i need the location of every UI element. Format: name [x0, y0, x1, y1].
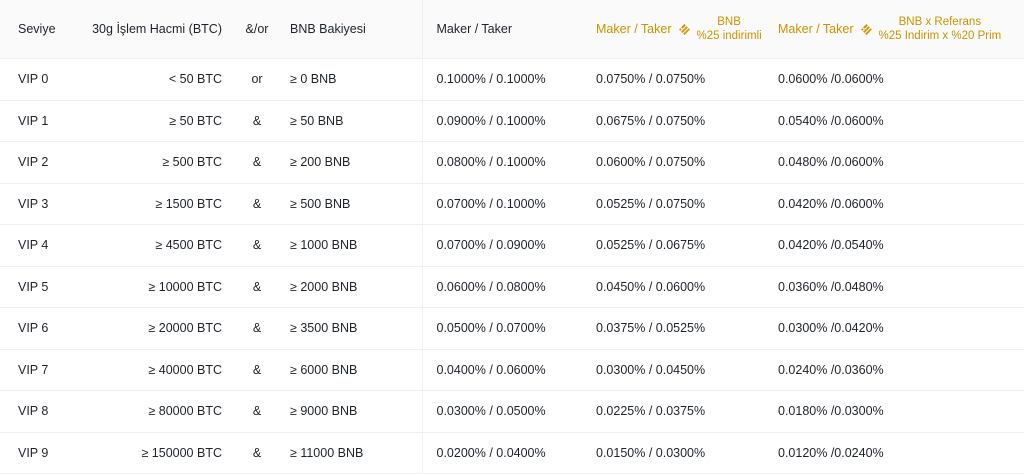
cell-level: VIP 1: [0, 100, 80, 142]
cell-volume: ≥ 10000 BTC: [80, 266, 238, 308]
cell-level: VIP 3: [0, 183, 80, 225]
table-row: [0, 59, 1024, 101]
cell-maker-taker-bnb: 0.0450% / 0.0600%: [582, 266, 764, 308]
column-header-maker-taker: Maker / Taker: [422, 0, 582, 59]
cell-maker-taker: 0.0700% / 0.0900%: [422, 225, 582, 267]
cell-volume: ≥ 80000 BTC: [80, 391, 238, 433]
table-header-row: [0, 0, 1024, 59]
cell-bnb-balance: ≥ 2000 BNB: [276, 266, 422, 308]
cell-level: VIP 8: [0, 391, 80, 433]
cell-volume: ≥ 20000 BTC: [80, 308, 238, 350]
column-header-maker-taker-referral: [764, 0, 1024, 59]
cell-bnb-balance: ≥ 3500 BNB: [276, 308, 422, 350]
cell-maker-taker-referral: 0.0480% /0.0600%: [764, 142, 1024, 184]
cell-bnb-balance: ≥ 0 BNB: [276, 59, 422, 101]
cell-level: VIP 9: [0, 432, 80, 474]
cell-andor: &: [238, 183, 276, 225]
cell-maker-taker-bnb: 0.0675% / 0.0750%: [582, 100, 764, 142]
cell-andor: &: [238, 266, 276, 308]
cell-volume: ≥ 1500 BTC: [80, 183, 238, 225]
cell-andor: &: [238, 225, 276, 267]
cell-maker-taker: 0.0200% / 0.0400%: [422, 432, 582, 474]
table-body: [0, 59, 1024, 474]
cell-bnb-balance: ≥ 9000 BNB: [276, 391, 422, 433]
bnb-discount-line2: %25 indirimli: [696, 30, 762, 42]
table-row: [0, 432, 1024, 474]
column-header-maker-taker-bnb: [582, 0, 764, 59]
cell-bnb-balance: ≥ 50 BNB: [276, 100, 422, 142]
maker-taker-ref-prefix-label: Maker / Taker: [778, 22, 854, 36]
cell-andor: &: [238, 432, 276, 474]
bnb-icon: [678, 23, 691, 36]
column-header-volume: 30g İşlem Hacmi (BTC): [80, 0, 238, 59]
cell-maker-taker-bnb: 0.0300% / 0.0450%: [582, 349, 764, 391]
cell-level: VIP 0: [0, 59, 80, 101]
cell-maker-taker-bnb: 0.0525% / 0.0675%: [582, 225, 764, 267]
cell-volume: ≥ 500 BTC: [80, 142, 238, 184]
cell-level: VIP 5: [0, 266, 80, 308]
cell-level: VIP 7: [0, 349, 80, 391]
column-header-level: Seviye: [0, 0, 80, 59]
table-row: [0, 225, 1024, 267]
cell-maker-taker: 0.0700% / 0.1000%: [422, 183, 582, 225]
cell-level: VIP 4: [0, 225, 80, 267]
cell-maker-taker-referral: 0.0360% /0.0480%: [764, 266, 1024, 308]
referral-discount-label: [879, 15, 1002, 44]
cell-volume: < 50 BTC: [80, 59, 238, 101]
cell-maker-taker-bnb: 0.0525% / 0.0750%: [582, 183, 764, 225]
cell-maker-taker: 0.0400% / 0.0600%: [422, 349, 582, 391]
table-row: [0, 391, 1024, 433]
cell-bnb-balance: ≥ 11000 BNB: [276, 432, 422, 474]
cell-maker-taker-bnb: 0.0225% / 0.0375%: [582, 391, 764, 433]
cell-volume: ≥ 4500 BTC: [80, 225, 238, 267]
cell-andor: &: [238, 142, 276, 184]
cell-maker-taker-bnb: 0.0375% / 0.0525%: [582, 308, 764, 350]
referral-line1: BNB x Referans: [898, 15, 982, 28]
cell-maker-taker-referral: 0.0120% /0.0240%: [764, 432, 1024, 474]
table-row: [0, 266, 1024, 308]
cell-bnb-balance: ≥ 200 BNB: [276, 142, 422, 184]
referral-line2: %25 Indirim x %20 Prim: [878, 30, 1002, 42]
cell-bnb-balance: ≥ 500 BNB: [276, 183, 422, 225]
cell-maker-taker-referral: 0.0600% /0.0600%: [764, 59, 1024, 101]
cell-maker-taker: 0.0900% / 0.1000%: [422, 100, 582, 142]
cell-andor: &: [238, 349, 276, 391]
table-row: [0, 349, 1024, 391]
cell-maker-taker-bnb: 0.0150% / 0.0300%: [582, 432, 764, 474]
bnb-icon: [860, 23, 873, 36]
cell-maker-taker-referral: 0.0540% /0.0600%: [764, 100, 1024, 142]
cell-level: VIP 2: [0, 142, 80, 184]
bnb-discount-line1: BNB: [717, 15, 741, 28]
cell-maker-taker: 0.1000% / 0.1000%: [422, 59, 582, 101]
cell-andor: &: [238, 308, 276, 350]
maker-taker-bnb-prefix-label: Maker / Taker: [596, 22, 672, 36]
table-row: [0, 183, 1024, 225]
cell-bnb-balance: ≥ 1000 BNB: [276, 225, 422, 267]
column-header-bnb-balance: BNB Bakiyesi: [276, 0, 422, 59]
cell-maker-taker: 0.0800% / 0.1000%: [422, 142, 582, 184]
cell-maker-taker-bnb: 0.0600% / 0.0750%: [582, 142, 764, 184]
cell-level: VIP 6: [0, 308, 80, 350]
cell-volume: ≥ 50 BTC: [80, 100, 238, 142]
table-row: [0, 308, 1024, 350]
cell-andor: &: [238, 391, 276, 433]
cell-maker-taker-referral: 0.0240% /0.0360%: [764, 349, 1024, 391]
cell-maker-taker-referral: 0.0420% /0.0600%: [764, 183, 1024, 225]
cell-bnb-balance: ≥ 6000 BNB: [276, 349, 422, 391]
cell-maker-taker-bnb: 0.0750% / 0.0750%: [582, 59, 764, 101]
cell-volume: ≥ 150000 BTC: [80, 432, 238, 474]
cell-volume: ≥ 40000 BTC: [80, 349, 238, 391]
cell-maker-taker: 0.0300% / 0.0500%: [422, 391, 582, 433]
table-row: [0, 142, 1024, 184]
cell-maker-taker: 0.0600% / 0.0800%: [422, 266, 582, 308]
table-row: [0, 100, 1024, 142]
table-header: [0, 0, 1024, 59]
bnb-discount-label: [697, 15, 762, 44]
cell-maker-taker: 0.0500% / 0.0700%: [422, 308, 582, 350]
column-header-andor: &/or: [238, 0, 276, 59]
cell-andor: &: [238, 100, 276, 142]
cell-maker-taker-referral: 0.0180% /0.0300%: [764, 391, 1024, 433]
cell-maker-taker-referral: 0.0420% /0.0540%: [764, 225, 1024, 267]
cell-andor: or: [238, 59, 276, 101]
cell-maker-taker-referral: 0.0300% /0.0420%: [764, 308, 1024, 350]
